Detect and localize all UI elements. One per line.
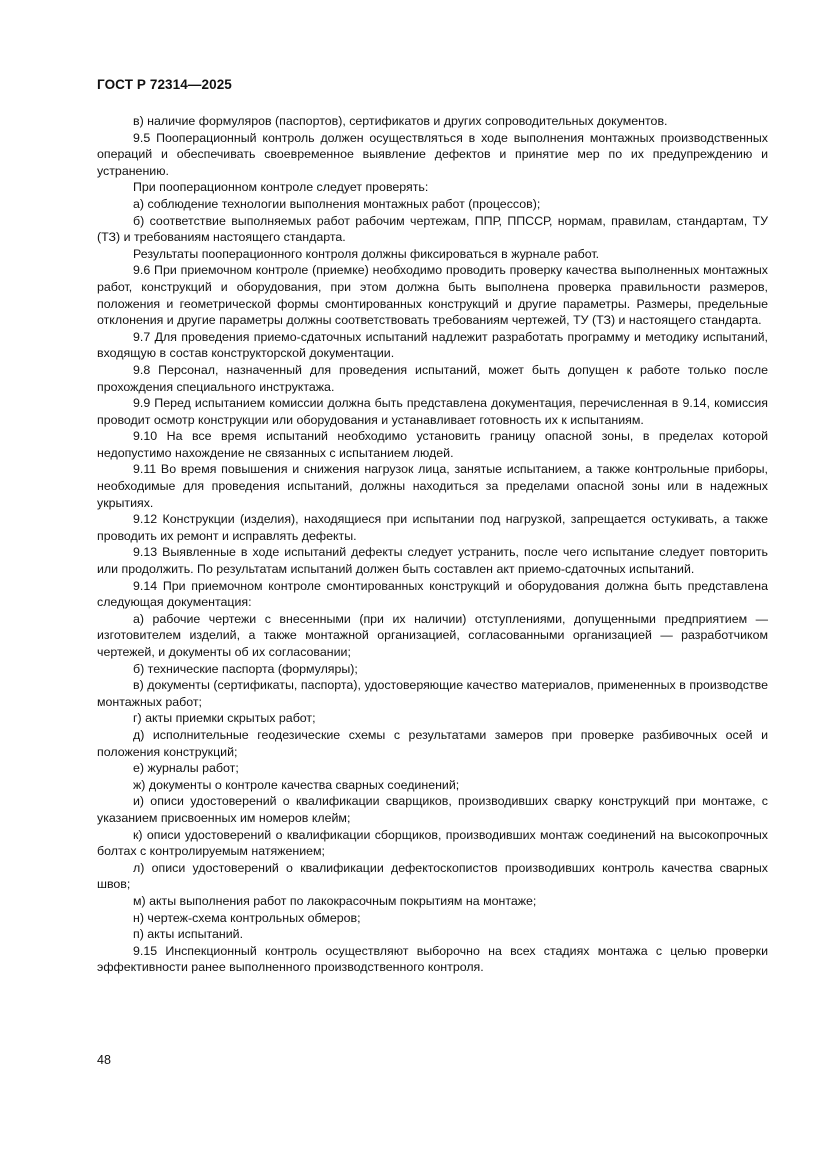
paragraph: 9.13 Выявленные в ходе испытаний дефекты следует устранить, после чего испытание следует повторить или продолжить. По результатам испытаний должен быть составлен акт приемо-сдаточных испытаний. [97, 545, 768, 577]
paragraph: 9.14 При приемочном контроле смонтированных конструкций и оборудования должна быть представлена следующая документация: [97, 578, 768, 610]
paragraph: 9.9 Перед испытанием комиссии должна быть представлена документация, перечисленная в 9.14, комиссия проводит осмотр конструкции или оборудования и устанавливает готовность их к испытаниям. [97, 396, 768, 427]
paragraph: м) акты выполнения работ по лакокрасочным покрытиям на монтаже; [133, 893, 537, 908]
paragraph: в) наличие формуляров (паспортов), сертификатов и других сопроводительных документов. [133, 114, 668, 128]
paragraph: п) акты испытаний. [133, 927, 244, 942]
paragraph: а) рабочие чертежи с внесенными (при их наличии) отступлениями, допущенными предприятием — изготовителем изделий, а также монтажной организацией, согласованными организацией — разработчиком чертежей, и документы об их согласовании; [97, 611, 768, 659]
paragraph: 9.7 Для проведения приемо-сдаточных испытаний надлежит разработать программу и методику испытаний, входящую в состав конструкторской документации. [97, 329, 768, 361]
paragraph: к) описи удостоверений о квалификации сборщиков, производивших монтаж соединений на высокопрочных болтах с контролируемым натяжением; [97, 827, 768, 859]
paragraph: 9.15 Инспекционный контроль осуществляют выборочно на всех стадиях монтажа с целью проверки эффективности ранее выполненного производственного контроля. [97, 943, 768, 975]
paragraph: и) описи удостоверений о квалификации сварщиков, производивших сварку конструкций при монтаже, с указанием присвоенных им номеров клейм; [97, 794, 768, 825]
paragraph: л) описи удостоверений о квалификации дефектоскопистов производивших контроль качества сварных швов; [97, 860, 768, 892]
paragraph: б) технические паспорта (формуляры); [133, 661, 358, 676]
paragraph: Результаты пооперационного контроля должны фиксироваться в журнале работ. [133, 246, 600, 261]
paragraph: г) акты приемки скрытых работ; [133, 711, 316, 726]
paragraph: в) документы (сертификаты, паспорта), удостоверяющие качество материалов, примененных в производстве монтажных работ; [97, 678, 768, 709]
paragraph: 9.11 Во время повышения и снижения нагрузок лица, занятые испытанием, а также контрольные приборы, необходимые для проведения испытаний, должны находиться за пределами опасной зоны или в надежных укрытиях. [97, 462, 768, 510]
paragraph: 9.6 При приемочном контроле (приемке) необходимо проводить проверку качества выполненных монтажных работ, конструкций и оборудования, при этом должна быть выполнена проверка правильности размеров, положения и геометрической формы смонтированных конструкций и другие параметры. Размеры, предельные отклонения и другие параметры должны соответствовать требованиям чертежей, ТУ (ТЗ) и настоящего стандарта. [97, 263, 768, 328]
paragraph: 9.8 Персонал, назначенный для проведения испытаний, может быть допущен к работе только после прохождения специального инструктажа. [97, 362, 768, 394]
paragraph: ж) документы о контроле качества сварных соединений; [133, 777, 460, 792]
paragraph: 9.5 Пооперационный контроль должен осуществляться в ходе выполнения монтажных производственных операций и обеспечивать своевременное выявление дефектов и принятие мер по их предупреждению и устранению. [97, 130, 768, 178]
paragraph: а) соблюдение технологии выполнения монтажных работ (процессов); [133, 196, 541, 211]
page-number: 48 [97, 1053, 111, 1067]
paragraph: б) соответствие выполняемых работ рабочим чертежам, ППР, ППССР, нормам, правилам, стандартам, ТУ (ТЗ) и требованиям настоящего стандарта. [97, 213, 768, 245]
paragraph: е) журналы работ; [133, 761, 239, 776]
document-code: ГОСТ Р 72314—2025 [97, 77, 232, 92]
paragraph: д) исполнительные геодезические схемы с результатами замеров при проверке разбивочных осей и положения конструкций; [97, 727, 768, 759]
document-body [97, 113, 768, 976]
paragraph: н) чертеж-схема контрольных обмеров; [133, 910, 361, 925]
paragraph: При пооперационном контроле следует проверять: [133, 180, 429, 195]
paragraph: 9.10 На все время испытаний необходимо установить границу опасной зоны, в пределах которой недопустимо нахождение не связанных с испытанием людей. [97, 429, 768, 460]
paragraph: 9.12 Конструкции (изделия), находящиеся при испытании под нагрузкой, запрещается остукивать, а также проводить их ремонт и исправлять дефекты. [97, 512, 768, 543]
